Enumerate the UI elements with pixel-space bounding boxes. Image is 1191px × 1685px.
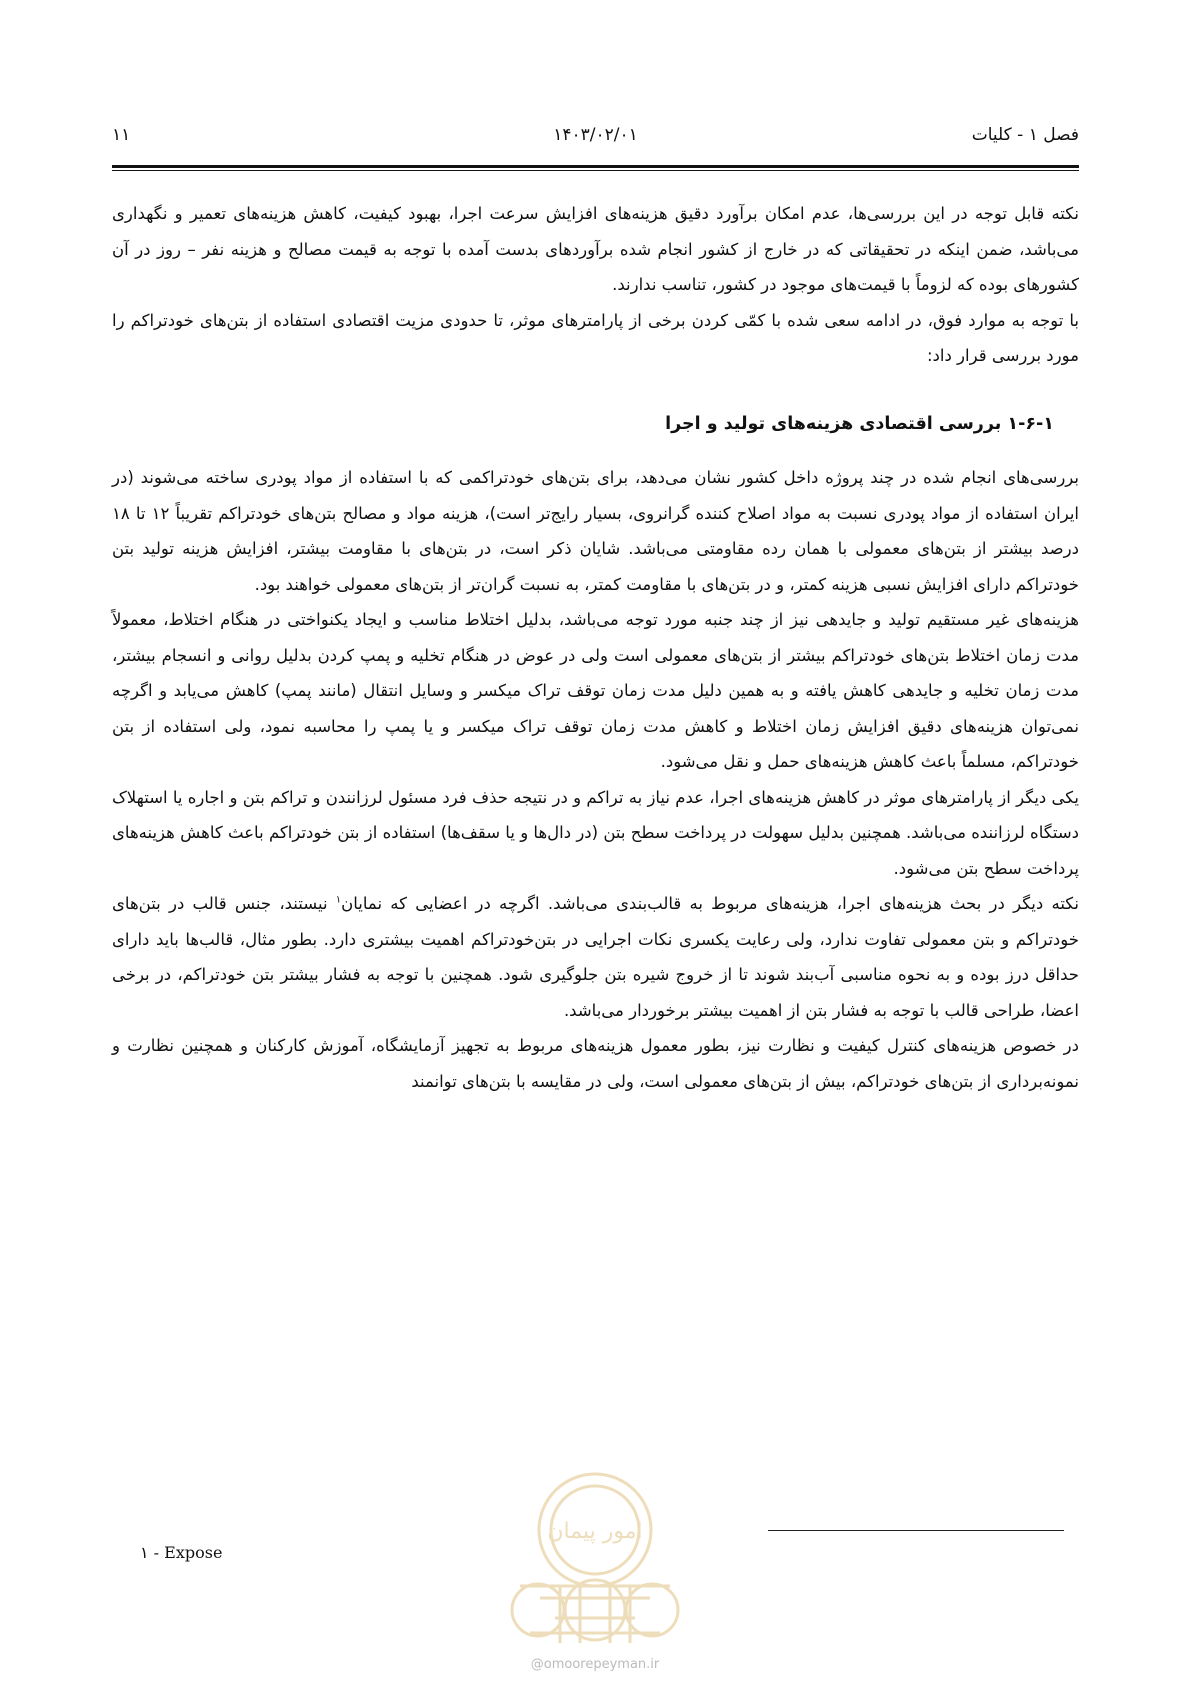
paragraph: در خصوص هزینه‌های کنترل کیفیت و نظارت نیز، بطور معمول هزینه‌های مربوط به تجهیز آزمایشگاه، آموزش کارکنان و همچنین نظارت و نمونه‌برداری از بتن‌های خودتراکم، بیش از بتن‌های معمولی است، ولی در مقایسه با بتن‌های توانمند <box>112 1036 1079 1091</box>
section-heading: ۱-۶-۱ بررسی اقتصادی هزینه‌های تولید و اجرا <box>665 413 1054 434</box>
header-rule-thin <box>112 170 1079 171</box>
watermark-logo <box>500 1468 690 1653</box>
header-rule-thick <box>112 165 1079 168</box>
watermark-url: @omoorepeyman.ir <box>530 1657 660 1672</box>
paragraph: بررسی‌های انجام شده در چند پروژه داخل کشور نشان می‌دهد، برای بتن‌های خودتراکمی که با استفاده از مواد پودری ساخته می‌شوند (در ایران استفاده از مواد پودری نسبت به مواد اصلاح کننده گرانروی، بسیار رایج‌تر است)، هزینه مواد و مصالح بتن‌های خودتراکم تقریباً ۱۲ تا ۱۸ درصد بیشتر از بتن‌های معمولی با همان رده مقاومتی می‌باشد. شایان ذکر است، در بتن‌های با مقاومت بیشتر، افزایش هزینه تولید بتن خودتراکم دارای افزایش نسبی هزینه کمتر، و در بتن‌های با مقاومت کمتر، به نسبت گران‌تر از بتن‌های معمولی خواهند بود. <box>112 468 1079 594</box>
chapter-title: فصل ۱ - کلیات <box>971 125 1079 145</box>
paragraph-text: نکته دیگر در بحث هزینه‌های اجرا، هزینه‌های مربوط به قالب‌بندی می‌باشد. اگرچه در اعضایی که نمایان <box>341 894 1079 913</box>
footnote-rule <box>768 1530 1064 1531</box>
page-number: ۱۱ <box>112 125 131 145</box>
page-header <box>112 125 1079 155</box>
body-text <box>112 196 1079 1099</box>
paragraph-with-footnote <box>112 886 1079 1028</box>
watermark-text: امور پیمان <box>547 1519 643 1544</box>
paragraph: نکته قابل توجه در این بررسی‌ها، عدم امکان برآورد دقیق هزینه‌های افزایش سرعت اجرا، بهبود کیفیت، کاهش هزینه‌های تعمیر و نگهداری می‌باشد، ضمن اینکه در تحقیقاتی که در خارج از کشور انجام شده برآوردهای بدست آمده با توجه به قیمت مصالح و هزینه نفر – روز در آن کشورهای بوده که لزوماً با قیمت‌های موجود در کشور، تناسب ندارند. <box>112 204 1079 294</box>
paragraph: یکی دیگر از پارامترهای موثر در کاهش هزینه‌های اجرا، عدم نیاز به تراکم و در نتیجه حذف فرد مسئول لرزانندن و تراکم بتن و اجاره یا استهلاک دستگاه لرزاننده می‌باشد. همچنین بدلیل سهولت در پرداخت سطح بتن (در دال‌ها و یا سقف‌ها) استفاده از بتن خودتراکم باعث کاهش هزینه‌های پرداخت سطح بتن می‌شود. <box>112 787 1079 878</box>
header-date: ۱۴۰۳/۰۲/۰۱ <box>553 125 638 145</box>
paragraph: با توجه به موارد فوق، در ادامه سعی شده با کمّی کردن برخی از پارامترهای موثر، تا حدودی مزیت اقتصادی استفاده از بتن‌های خودتراکم را مورد بررسی قرار داد: <box>112 310 1079 365</box>
footnote-marker[interactable]: ۱ <box>335 894 342 906</box>
paragraph: هزینه‌های غیر مستقیم تولید و جایدهی نیز از چند جنبه مورد توجه می‌باشد، بدلیل اختلاط مناسب و ایجاد یکنواختی در هنگام اختلاط، معمولاً مدت زمان اختلاط بتن‌های خودتراکم بیشتر از بتن‌های معمولی است ولی در عوض در هنگام تخلیه و پمپ کردن بدلیل روانی و انسجام بیشتر، مدت زمان تخلیه و جایدهی کاهش یافته و به همین دلیل مدت زمان توقف تراک میکسر و وسایل انتقال (مانند پمپ) کاهش می‌یابد و اگرچه نمی‌توان هزینه‌های دقیق افزایش زمان اختلاط و کاهش مدت زمان توقف تراک میکسر و یا پمپ را محاسبه نمود، ولی استفاده از بتن خودتراکم، مسلماً باعث کاهش هزینه‌های حمل و نقل می‌شود. <box>112 610 1079 771</box>
footnote: ۱ - Expose <box>140 1543 223 1562</box>
paragraph-text: نیستند، جنس قالب در بتن‌های خودتراکم و بتن معمولی تفاوت ندارد، ولی رعایت یکسری نکات اجرایی در بتن‌خودتراکم اهمیت بیشتری دارد. بطور مثال، قالب‌ها باید دارای حداقل درز بوده و به نحوه مناسبی آب‌بند شوند تا از خروج شیره بتن جلوگیری شود. همچنین با توجه به فشار بیشتر بتن خودتراکم، در برخی اعضا، طراحی قالب با توجه به فشار بتن از اهمیت بیشتر برخوردار می‌باشد. <box>112 894 1079 1020</box>
